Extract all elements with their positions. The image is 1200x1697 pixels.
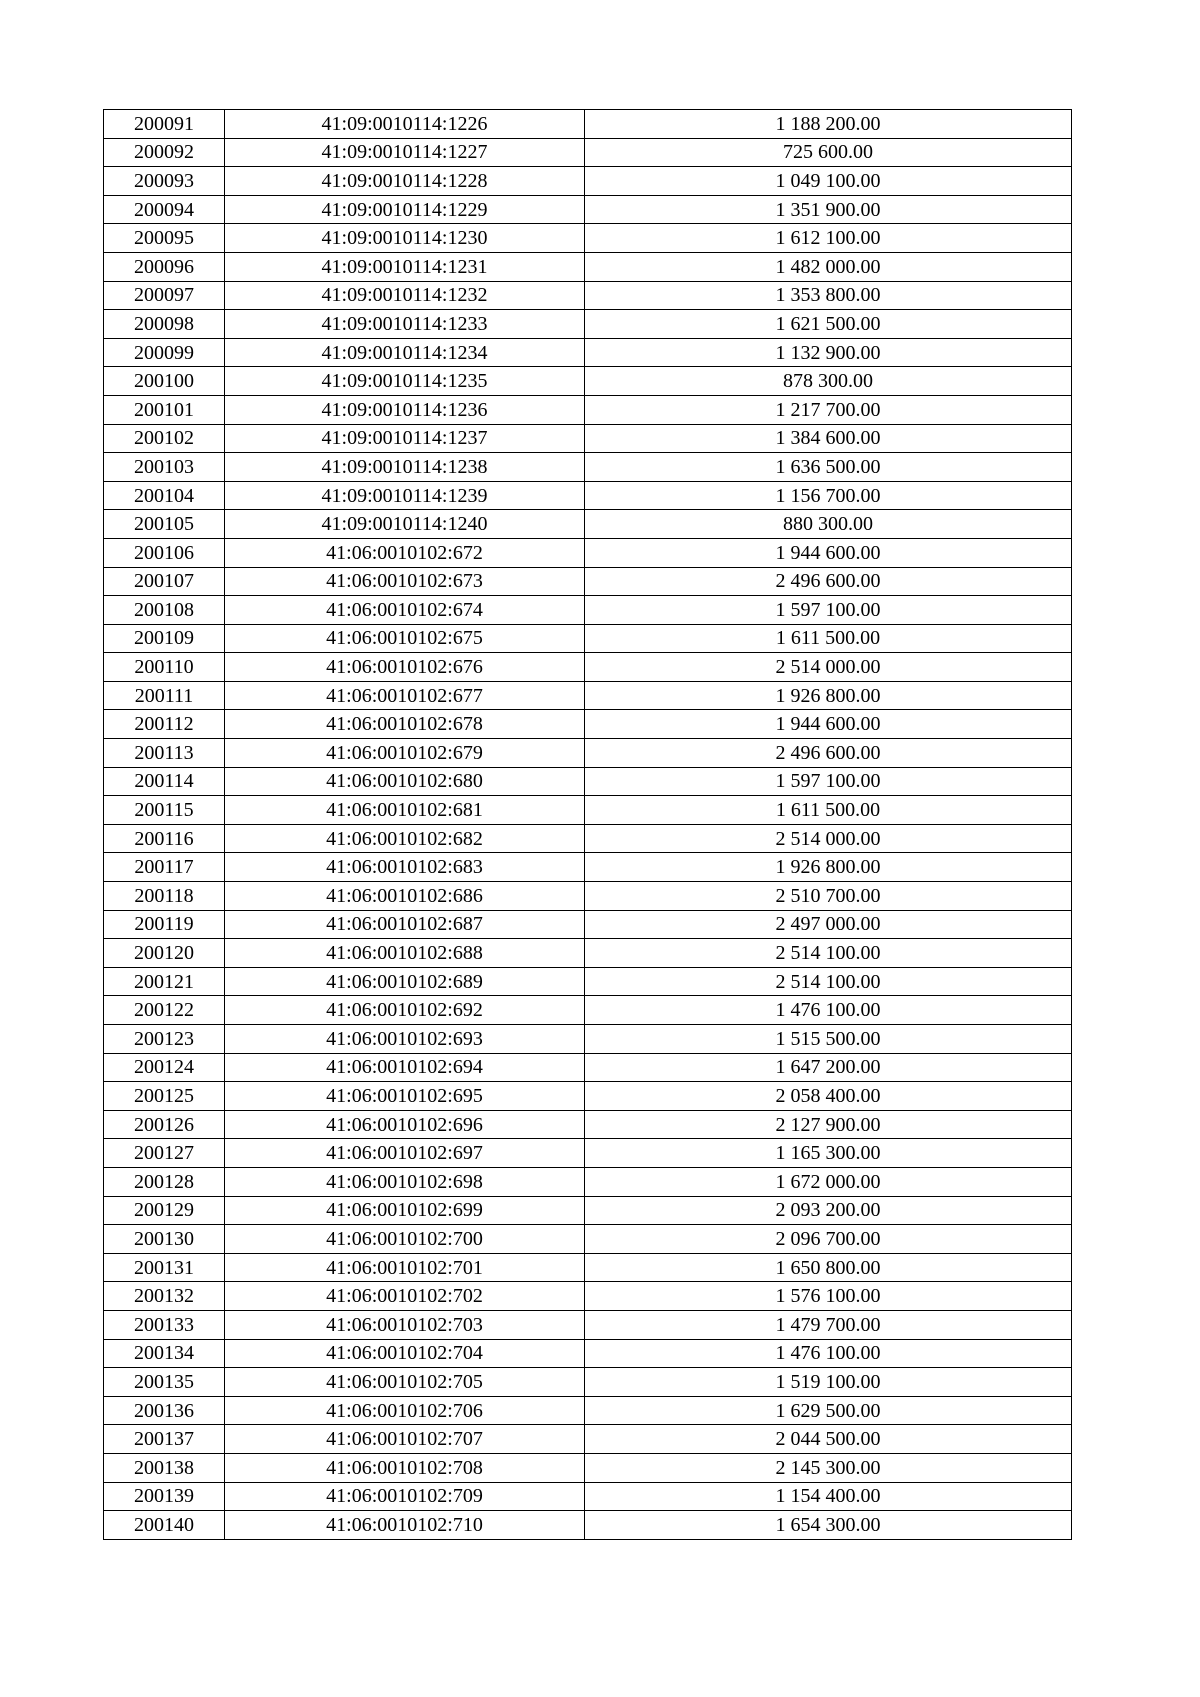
cadastral-number-cell: 41:06:0010102:706 xyxy=(225,1396,585,1425)
cadastral-number-cell: 41:06:0010102:693 xyxy=(225,1025,585,1054)
amount-cell: 1 650 800.00 xyxy=(585,1253,1072,1282)
cadastral-number-cell: 41:06:0010102:704 xyxy=(225,1339,585,1368)
row-number-cell: 200129 xyxy=(104,1196,225,1225)
amount-cell: 1 217 700.00 xyxy=(585,395,1072,424)
amount-cell: 1 654 300.00 xyxy=(585,1511,1072,1540)
table-body xyxy=(104,110,1072,1540)
table-row xyxy=(104,653,1072,682)
table-row xyxy=(104,1511,1072,1540)
cadastral-number-cell: 41:06:0010102:708 xyxy=(225,1453,585,1482)
table-row xyxy=(104,1225,1072,1254)
cadastral-number-cell: 41:06:0010102:682 xyxy=(225,824,585,853)
row-number-cell: 200138 xyxy=(104,1453,225,1482)
table-row xyxy=(104,1196,1072,1225)
cadastral-number-cell: 41:06:0010102:680 xyxy=(225,767,585,796)
table-row xyxy=(104,310,1072,339)
amount-cell: 1 611 500.00 xyxy=(585,796,1072,825)
row-number-cell: 200102 xyxy=(104,424,225,453)
cadastral-number-cell: 41:06:0010102:696 xyxy=(225,1110,585,1139)
cadastral-number-cell: 41:06:0010102:697 xyxy=(225,1139,585,1168)
amount-cell: 1 154 400.00 xyxy=(585,1482,1072,1511)
cadastral-number-cell: 41:06:0010102:710 xyxy=(225,1511,585,1540)
cadastral-number-cell: 41:09:0010114:1237 xyxy=(225,424,585,453)
table-row xyxy=(104,367,1072,396)
cadastral-number-cell: 41:06:0010102:673 xyxy=(225,567,585,596)
cadastral-number-cell: 41:06:0010102:679 xyxy=(225,739,585,768)
table-row xyxy=(104,1339,1072,1368)
row-number-cell: 200117 xyxy=(104,853,225,882)
row-number-cell: 200103 xyxy=(104,453,225,482)
table-row xyxy=(104,1310,1072,1339)
amount-cell: 1 482 000.00 xyxy=(585,252,1072,281)
amount-cell: 1 476 100.00 xyxy=(585,1339,1072,1368)
cadastral-number-cell: 41:09:0010114:1240 xyxy=(225,510,585,539)
amount-cell: 1 165 300.00 xyxy=(585,1139,1072,1168)
table-row xyxy=(104,481,1072,510)
row-number-cell: 200105 xyxy=(104,510,225,539)
cadastral-number-cell: 41:09:0010114:1235 xyxy=(225,367,585,396)
amount-cell: 2 093 200.00 xyxy=(585,1196,1072,1225)
row-number-cell: 200118 xyxy=(104,882,225,911)
row-number-cell: 200092 xyxy=(104,138,225,167)
amount-cell: 2 044 500.00 xyxy=(585,1425,1072,1454)
row-number-cell: 200127 xyxy=(104,1139,225,1168)
table-row xyxy=(104,596,1072,625)
table-row xyxy=(104,1167,1072,1196)
amount-cell: 2 145 300.00 xyxy=(585,1453,1072,1482)
cadastral-number-cell: 41:06:0010102:707 xyxy=(225,1425,585,1454)
row-number-cell: 200122 xyxy=(104,996,225,1025)
row-number-cell: 200136 xyxy=(104,1396,225,1425)
amount-cell: 1 597 100.00 xyxy=(585,767,1072,796)
row-number-cell: 200109 xyxy=(104,624,225,653)
row-number-cell: 200119 xyxy=(104,910,225,939)
row-number-cell: 200114 xyxy=(104,767,225,796)
cadastral-number-cell: 41:06:0010102:677 xyxy=(225,681,585,710)
amount-cell: 1 519 100.00 xyxy=(585,1368,1072,1397)
table-row xyxy=(104,1368,1072,1397)
cadastral-number-cell: 41:09:0010114:1233 xyxy=(225,310,585,339)
amount-cell: 880 300.00 xyxy=(585,510,1072,539)
row-number-cell: 200121 xyxy=(104,967,225,996)
table-row xyxy=(104,224,1072,253)
row-number-cell: 200099 xyxy=(104,338,225,367)
table-row xyxy=(104,939,1072,968)
cadastral-number-cell: 41:09:0010114:1239 xyxy=(225,481,585,510)
table-row xyxy=(104,453,1072,482)
table-row xyxy=(104,853,1072,882)
cadastral-number-cell: 41:06:0010102:705 xyxy=(225,1368,585,1397)
amount-cell: 2 096 700.00 xyxy=(585,1225,1072,1254)
row-number-cell: 200134 xyxy=(104,1339,225,1368)
row-number-cell: 200095 xyxy=(104,224,225,253)
row-number-cell: 200091 xyxy=(104,110,225,139)
row-number-cell: 200124 xyxy=(104,1053,225,1082)
amount-cell: 1 515 500.00 xyxy=(585,1025,1072,1054)
table-row xyxy=(104,395,1072,424)
amount-cell: 1 156 700.00 xyxy=(585,481,1072,510)
cadastral-number-cell: 41:06:0010102:700 xyxy=(225,1225,585,1254)
cadastral-number-cell: 41:06:0010102:675 xyxy=(225,624,585,653)
amount-cell: 2 510 700.00 xyxy=(585,882,1072,911)
cadastral-number-cell: 41:06:0010102:688 xyxy=(225,939,585,968)
row-number-cell: 200131 xyxy=(104,1253,225,1282)
row-number-cell: 200094 xyxy=(104,195,225,224)
table-row xyxy=(104,1139,1072,1168)
table-row xyxy=(104,1482,1072,1511)
row-number-cell: 200115 xyxy=(104,796,225,825)
row-number-cell: 200111 xyxy=(104,681,225,710)
amount-cell: 1 611 500.00 xyxy=(585,624,1072,653)
amount-cell: 1 944 600.00 xyxy=(585,538,1072,567)
table-row xyxy=(104,882,1072,911)
table-row xyxy=(104,624,1072,653)
row-number-cell: 200140 xyxy=(104,1511,225,1540)
cadastral-number-cell: 41:06:0010102:703 xyxy=(225,1310,585,1339)
data-table xyxy=(103,109,1072,1540)
table-row xyxy=(104,796,1072,825)
table-row xyxy=(104,1082,1072,1111)
row-number-cell: 200097 xyxy=(104,281,225,310)
cadastral-number-cell: 41:06:0010102:676 xyxy=(225,653,585,682)
table-row xyxy=(104,538,1072,567)
table-row xyxy=(104,424,1072,453)
amount-cell: 1 621 500.00 xyxy=(585,310,1072,339)
row-number-cell: 200100 xyxy=(104,367,225,396)
table-row xyxy=(104,1396,1072,1425)
row-number-cell: 200132 xyxy=(104,1282,225,1311)
table-row xyxy=(104,967,1072,996)
row-number-cell: 200125 xyxy=(104,1082,225,1111)
table-row xyxy=(104,1282,1072,1311)
cadastral-number-cell: 41:09:0010114:1226 xyxy=(225,110,585,139)
cadastral-number-cell: 41:06:0010102:686 xyxy=(225,882,585,911)
table-row xyxy=(104,567,1072,596)
amount-cell: 878 300.00 xyxy=(585,367,1072,396)
cadastral-number-cell: 41:09:0010114:1230 xyxy=(225,224,585,253)
row-number-cell: 200133 xyxy=(104,1310,225,1339)
cadastral-number-cell: 41:09:0010114:1231 xyxy=(225,252,585,281)
amount-cell: 1 597 100.00 xyxy=(585,596,1072,625)
amount-cell: 2 514 100.00 xyxy=(585,939,1072,968)
row-number-cell: 200107 xyxy=(104,567,225,596)
cadastral-number-cell: 41:09:0010114:1229 xyxy=(225,195,585,224)
cadastral-number-cell: 41:06:0010102:709 xyxy=(225,1482,585,1511)
row-number-cell: 200098 xyxy=(104,310,225,339)
table-row xyxy=(104,252,1072,281)
table-row xyxy=(104,1053,1072,1082)
table-row xyxy=(104,824,1072,853)
amount-cell: 1 479 700.00 xyxy=(585,1310,1072,1339)
row-number-cell: 200106 xyxy=(104,538,225,567)
table-row xyxy=(104,167,1072,196)
row-number-cell: 200101 xyxy=(104,395,225,424)
table-row xyxy=(104,910,1072,939)
row-number-cell: 200110 xyxy=(104,653,225,682)
row-number-cell: 200093 xyxy=(104,167,225,196)
amount-cell: 1 926 800.00 xyxy=(585,681,1072,710)
amount-cell: 2 497 000.00 xyxy=(585,910,1072,939)
cadastral-number-cell: 41:09:0010114:1236 xyxy=(225,395,585,424)
cadastral-number-cell: 41:06:0010102:672 xyxy=(225,538,585,567)
row-number-cell: 200108 xyxy=(104,596,225,625)
amount-cell: 2 514 100.00 xyxy=(585,967,1072,996)
amount-cell: 2 514 000.00 xyxy=(585,824,1072,853)
amount-cell: 1 944 600.00 xyxy=(585,710,1072,739)
table-row xyxy=(104,338,1072,367)
amount-cell: 1 132 900.00 xyxy=(585,338,1072,367)
amount-cell: 1 351 900.00 xyxy=(585,195,1072,224)
cadastral-number-cell: 41:06:0010102:689 xyxy=(225,967,585,996)
amount-cell: 1 353 800.00 xyxy=(585,281,1072,310)
amount-cell: 2 058 400.00 xyxy=(585,1082,1072,1111)
table-row xyxy=(104,1425,1072,1454)
table-row xyxy=(104,1453,1072,1482)
table-row xyxy=(104,767,1072,796)
row-number-cell: 200120 xyxy=(104,939,225,968)
table-row xyxy=(104,996,1072,1025)
row-number-cell: 200096 xyxy=(104,252,225,281)
row-number-cell: 200112 xyxy=(104,710,225,739)
row-number-cell: 200139 xyxy=(104,1482,225,1511)
amount-cell: 2 496 600.00 xyxy=(585,739,1072,768)
cadastral-number-cell: 41:06:0010102:702 xyxy=(225,1282,585,1311)
cadastral-number-cell: 41:06:0010102:694 xyxy=(225,1053,585,1082)
cadastral-number-cell: 41:06:0010102:674 xyxy=(225,596,585,625)
row-number-cell: 200137 xyxy=(104,1425,225,1454)
cadastral-number-cell: 41:06:0010102:678 xyxy=(225,710,585,739)
cadastral-number-cell: 41:09:0010114:1227 xyxy=(225,138,585,167)
cadastral-number-cell: 41:06:0010102:683 xyxy=(225,853,585,882)
row-number-cell: 200116 xyxy=(104,824,225,853)
cadastral-number-cell: 41:09:0010114:1228 xyxy=(225,167,585,196)
table-row xyxy=(104,510,1072,539)
amount-cell: 1 647 200.00 xyxy=(585,1053,1072,1082)
row-number-cell: 200104 xyxy=(104,481,225,510)
cadastral-number-cell: 41:06:0010102:701 xyxy=(225,1253,585,1282)
row-number-cell: 200113 xyxy=(104,739,225,768)
table-row xyxy=(104,1253,1072,1282)
cadastral-number-cell: 41:06:0010102:681 xyxy=(225,796,585,825)
cadastral-number-cell: 41:09:0010114:1232 xyxy=(225,281,585,310)
cadastral-number-cell: 41:06:0010102:695 xyxy=(225,1082,585,1111)
table-row xyxy=(104,138,1072,167)
amount-cell: 2 514 000.00 xyxy=(585,653,1072,682)
amount-cell: 1 636 500.00 xyxy=(585,453,1072,482)
cadastral-number-cell: 41:06:0010102:692 xyxy=(225,996,585,1025)
row-number-cell: 200135 xyxy=(104,1368,225,1397)
amount-cell: 725 600.00 xyxy=(585,138,1072,167)
cadastral-number-cell: 41:06:0010102:698 xyxy=(225,1167,585,1196)
amount-cell: 2 127 900.00 xyxy=(585,1110,1072,1139)
amount-cell: 1 629 500.00 xyxy=(585,1396,1072,1425)
row-number-cell: 200128 xyxy=(104,1167,225,1196)
amount-cell: 1 672 000.00 xyxy=(585,1167,1072,1196)
cadastral-number-cell: 41:09:0010114:1234 xyxy=(225,338,585,367)
table-row xyxy=(104,195,1072,224)
amount-cell: 1 576 100.00 xyxy=(585,1282,1072,1311)
table-row xyxy=(104,110,1072,139)
amount-cell: 2 496 600.00 xyxy=(585,567,1072,596)
amount-cell: 1 188 200.00 xyxy=(585,110,1072,139)
row-number-cell: 200123 xyxy=(104,1025,225,1054)
table-row xyxy=(104,281,1072,310)
amount-cell: 1 049 100.00 xyxy=(585,167,1072,196)
table-row xyxy=(104,1110,1072,1139)
table-row xyxy=(104,1025,1072,1054)
table-row xyxy=(104,739,1072,768)
amount-cell: 1 476 100.00 xyxy=(585,996,1072,1025)
cadastral-number-cell: 41:09:0010114:1238 xyxy=(225,453,585,482)
cadastral-number-cell: 41:06:0010102:687 xyxy=(225,910,585,939)
amount-cell: 1 926 800.00 xyxy=(585,853,1072,882)
table-row xyxy=(104,681,1072,710)
amount-cell: 1 384 600.00 xyxy=(585,424,1072,453)
row-number-cell: 200130 xyxy=(104,1225,225,1254)
cadastral-number-cell: 41:06:0010102:699 xyxy=(225,1196,585,1225)
amount-cell: 1 612 100.00 xyxy=(585,224,1072,253)
table-row xyxy=(104,710,1072,739)
row-number-cell: 200126 xyxy=(104,1110,225,1139)
